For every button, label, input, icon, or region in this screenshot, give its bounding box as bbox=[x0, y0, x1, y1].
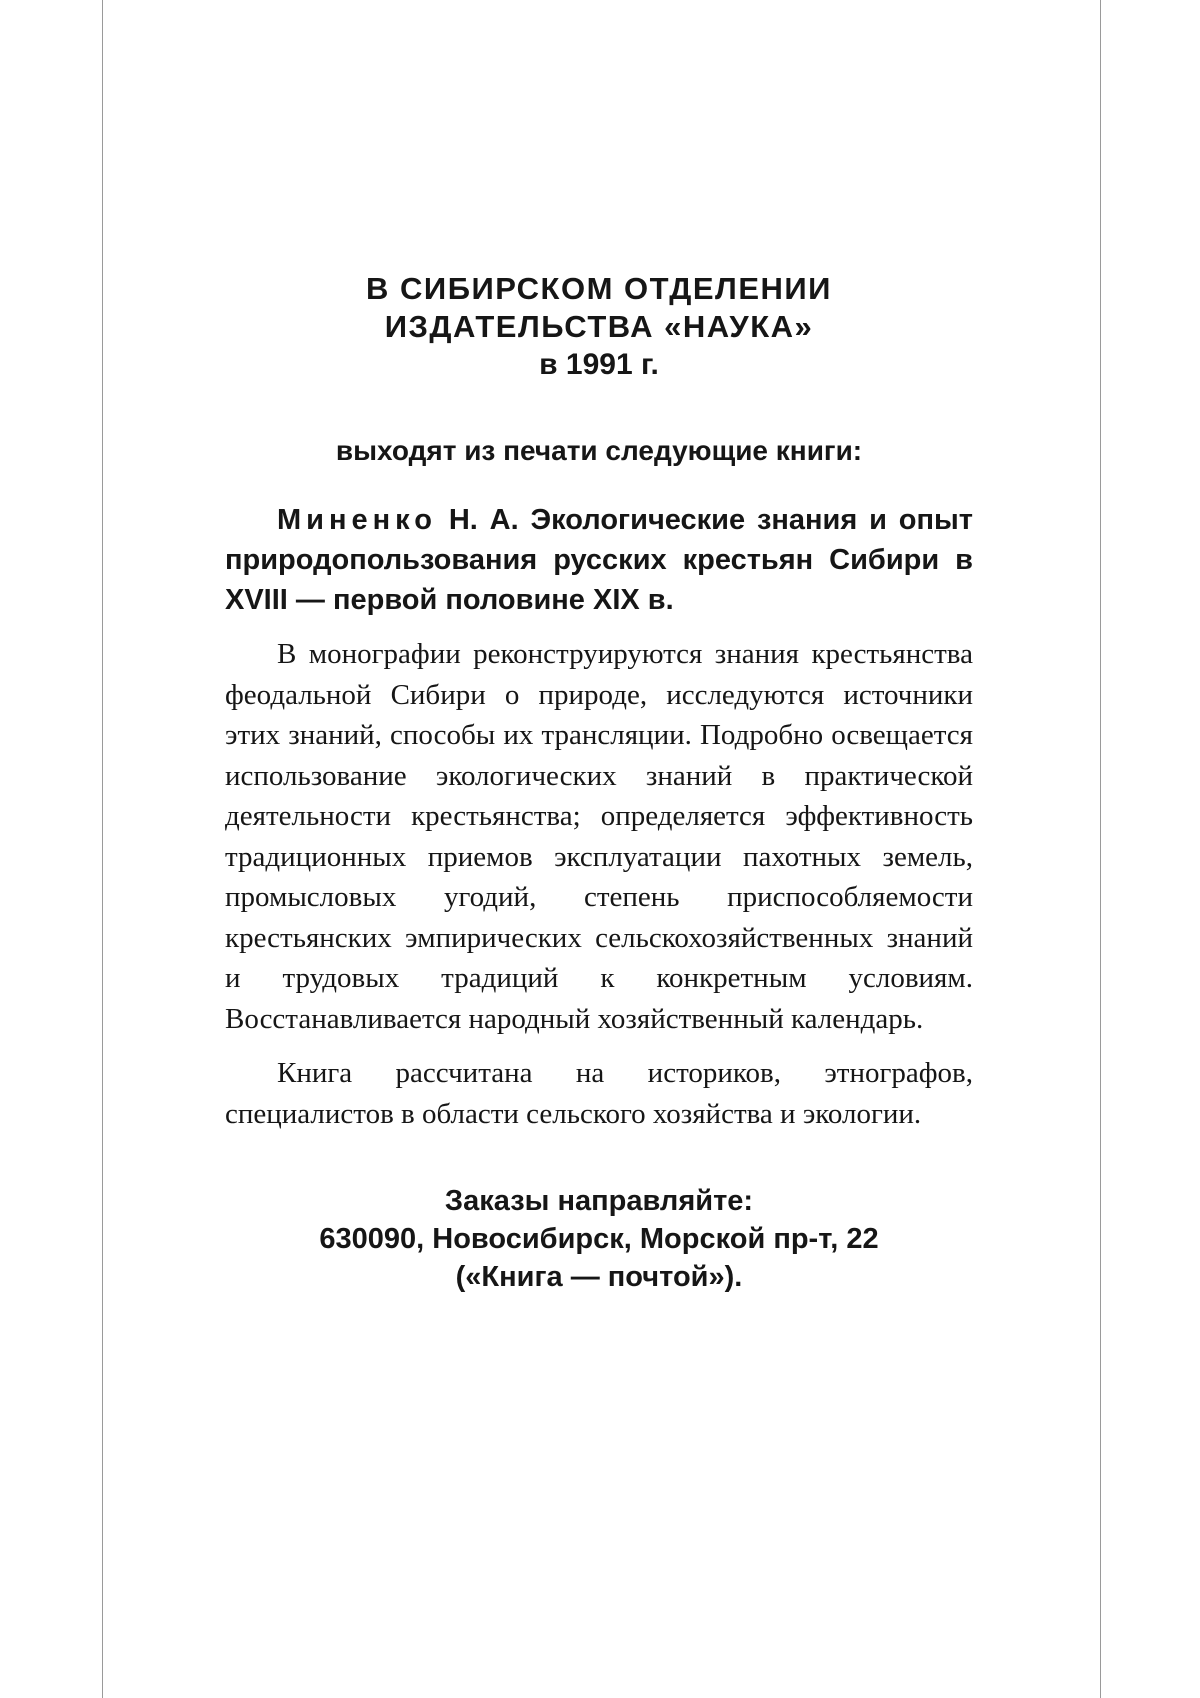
book-audience: Книга рассчитана на историков, этнографов, специалистов в области сельского хозяйства и экологии. bbox=[225, 1057, 973, 1130]
book-author: Миненко bbox=[277, 504, 437, 536]
subheading: выходят из печати следующие книги: bbox=[335, 435, 863, 466]
book-description: В монографии реконструируются знания крестьянства феодальной Сибири о природе, исследуются источники этих знаний, способы их трансляции. Подробно освещается использование экологических знаний в практической деятельности крестьянства; определяется эффективность традиционных приемов эксплуатации пахотных земель, промысловых угодий, степень приспособляемости крестьянских эмпирических сельскохозяйственных знаний и трудовых традиций к конкретным условиям. Восстанавливается народный хозяйственный календарь. bbox=[225, 638, 973, 1035]
header-year: в 1991 г. bbox=[539, 348, 659, 381]
header-line-2: ИЗДАТЕЛЬСТВА «НАУКА» bbox=[384, 309, 814, 344]
header-line-1: В СИБИРСКОМ ОТДЕЛЕНИИ bbox=[366, 271, 832, 306]
orders-heading: Заказы направляйте: bbox=[444, 1185, 754, 1217]
page-edge-right bbox=[1100, 0, 1101, 1698]
orders-block bbox=[225, 1182, 973, 1296]
orders-note: («Книга — почтой»). bbox=[455, 1261, 743, 1293]
announcement-page bbox=[225, 270, 973, 1296]
orders-address: 630090, Новосибирск, Морской пр-т, 22 bbox=[319, 1223, 879, 1255]
book-entry bbox=[225, 500, 973, 620]
page-edge-left bbox=[102, 0, 103, 1698]
book-title: Н. А. Экологические знания и опыт природопользования русских крестьян Сибири в XVIII — первой половине XIX в. bbox=[225, 504, 973, 616]
